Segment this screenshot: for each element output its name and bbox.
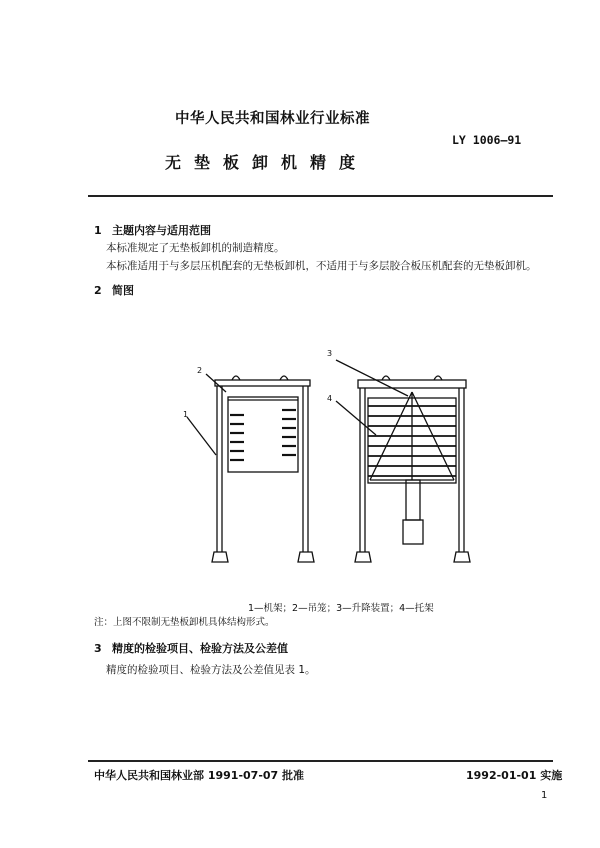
section-title: 简图 xyxy=(112,284,134,297)
approval-line: 中华人民共和国林业部 1991-07-07 批准 xyxy=(94,769,305,782)
section-1-paragraph-1: 本标准规定了无垫板卸机的制造精度。 xyxy=(106,242,285,254)
left-frame-top-beam xyxy=(215,380,310,386)
callout-3: 3 xyxy=(327,349,333,358)
section-title: 精度的检验项目、检验方法及公差值 xyxy=(112,642,288,655)
figure-note: 注：上图不限制无垫板卸机具体结构形式。 xyxy=(94,617,275,628)
section-number: 3 xyxy=(94,642,102,655)
callout-2: 2 xyxy=(197,366,203,375)
section-title: 主题内容与适用范围 xyxy=(112,224,211,237)
document-title: 无垫板卸机精度 xyxy=(165,153,369,172)
left-foot xyxy=(212,552,228,562)
header-divider xyxy=(88,195,553,197)
section-3-heading xyxy=(94,640,288,656)
figure-caption: 1—机架；2—吊笼；3—升降装置；4—托架 xyxy=(248,603,434,614)
page-number: 1 xyxy=(541,790,548,801)
section-2-heading xyxy=(94,282,134,298)
right-frame-top-beam xyxy=(358,380,466,388)
callout-1: 1 xyxy=(183,410,189,419)
section-number: 1 xyxy=(94,224,102,237)
section-1-heading xyxy=(94,222,211,238)
unloader-diagram xyxy=(170,340,490,580)
footer-divider xyxy=(88,760,553,762)
standard-code: LY 1006—91 xyxy=(452,133,522,147)
lift-cylinder xyxy=(406,480,420,520)
implementation-date: 1992-01-01 实施 xyxy=(466,769,563,782)
section-1-paragraph-2: 本标准适用于与多层压机配套的无垫板卸机，不适用于与多层胶合板压机配套的无垫板卸机。 xyxy=(106,260,537,272)
section-number: 2 xyxy=(94,284,102,297)
section-3-paragraph-1: 精度的检验项目、检验方法及公差值见表 1。 xyxy=(106,664,316,676)
right-foot xyxy=(298,552,314,562)
issuing-organization: 中华人民共和国林业行业标准 xyxy=(175,111,370,127)
callout-4: 4 xyxy=(327,394,333,403)
